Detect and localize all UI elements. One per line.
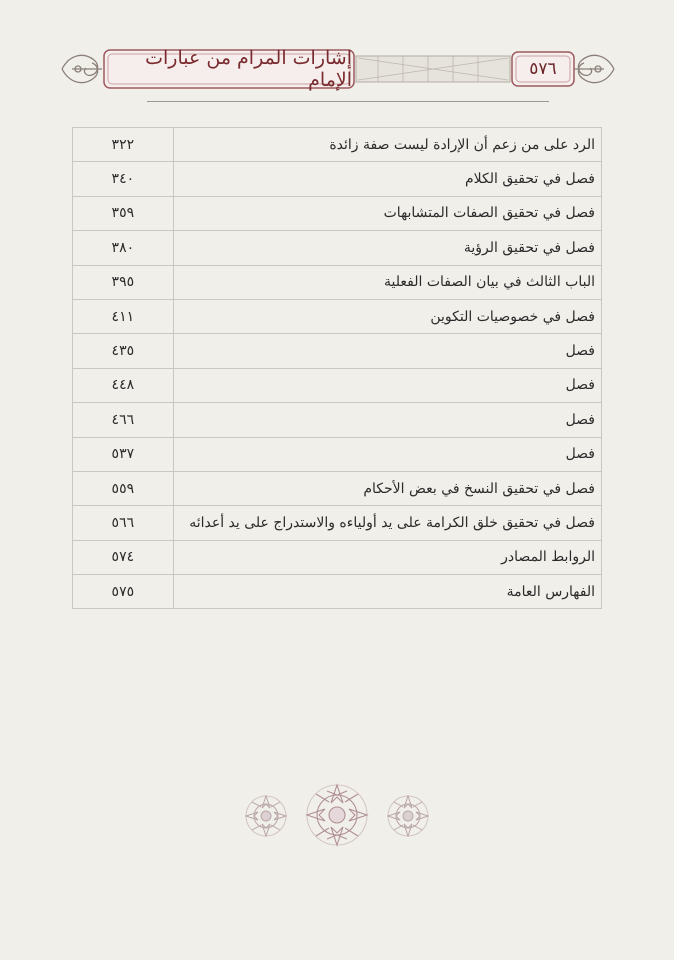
- entry-page-number: ٤٦٦: [73, 403, 174, 437]
- table-row: [73, 128, 602, 162]
- entry-page-number: ٣٢٢: [73, 128, 174, 162]
- table-row: [73, 196, 602, 230]
- entry-title: الفهارس العامة: [173, 575, 601, 609]
- entry-title: فصل في تحقيق الرؤية: [173, 231, 601, 265]
- book-title: إشارات المرام من عبارات الإمام: [145, 47, 352, 91]
- entry-page-number: ٥٧٤: [73, 540, 174, 574]
- entry-page-number: ٤٤٨: [73, 368, 174, 402]
- table-row: [73, 334, 602, 368]
- entry-title: فصل في تحقيق النسخ في بعض الأحكام: [173, 471, 601, 505]
- rosette-icon: [244, 794, 288, 838]
- entry-page-number: ٣٨٠: [73, 231, 174, 265]
- entry-title: فصل: [173, 437, 601, 471]
- table-row: [73, 162, 602, 196]
- table-row: [73, 437, 602, 471]
- footer-ornaments: [244, 780, 434, 850]
- entry-title: فصل: [173, 334, 601, 368]
- table-row: [73, 231, 602, 265]
- table-row: [73, 575, 602, 609]
- entry-page-number: ٣٩٥: [73, 265, 174, 299]
- header-divider: [147, 101, 549, 102]
- entry-title: الرد على من زعم أن الإرادة ليست صفة زائدة: [173, 128, 601, 162]
- table-row: [73, 299, 602, 333]
- entry-page-number: ٣٥٩: [73, 196, 174, 230]
- table-row: [73, 540, 602, 574]
- table-row: [73, 368, 602, 402]
- entry-title: فصل: [173, 368, 601, 402]
- entry-title: فصل: [173, 403, 601, 437]
- entry-title: فصل في تحقيق الصفات المتشابهات: [173, 196, 601, 230]
- table-row: [73, 506, 602, 540]
- entry-title: الباب الثالث في بيان الصفات الفعلية: [173, 265, 601, 299]
- table-row: [73, 265, 602, 299]
- entry-page-number: ٥٥٩: [73, 471, 174, 505]
- entry-page-number: ٤٣٥: [73, 334, 174, 368]
- entry-title: فصل في تحقيق خلق الكرامة على يد أولياءه والاستدراج على يد أعدائه: [173, 506, 601, 540]
- rosette-icon: [386, 794, 430, 838]
- table-of-contents: [72, 127, 602, 609]
- table-row: [73, 403, 602, 437]
- rosette-icon: [304, 782, 370, 848]
- entry-page-number: ٤١١: [73, 299, 174, 333]
- page-number: ٥٧٦: [529, 59, 557, 79]
- entry-page-number: ٥٧٥: [73, 575, 174, 609]
- table-row: [73, 471, 602, 505]
- entry-title: فصل في تحقيق الكلام: [173, 162, 601, 196]
- page-header: [58, 44, 618, 94]
- entry-page-number: ٥٦٦: [73, 506, 174, 540]
- entry-page-number: ٥٣٧: [73, 437, 174, 471]
- entry-page-number: ٣٤٠: [73, 162, 174, 196]
- entry-title: فصل في خصوصيات التكوين: [173, 299, 601, 333]
- entry-title: الروابط المصادر: [173, 540, 601, 574]
